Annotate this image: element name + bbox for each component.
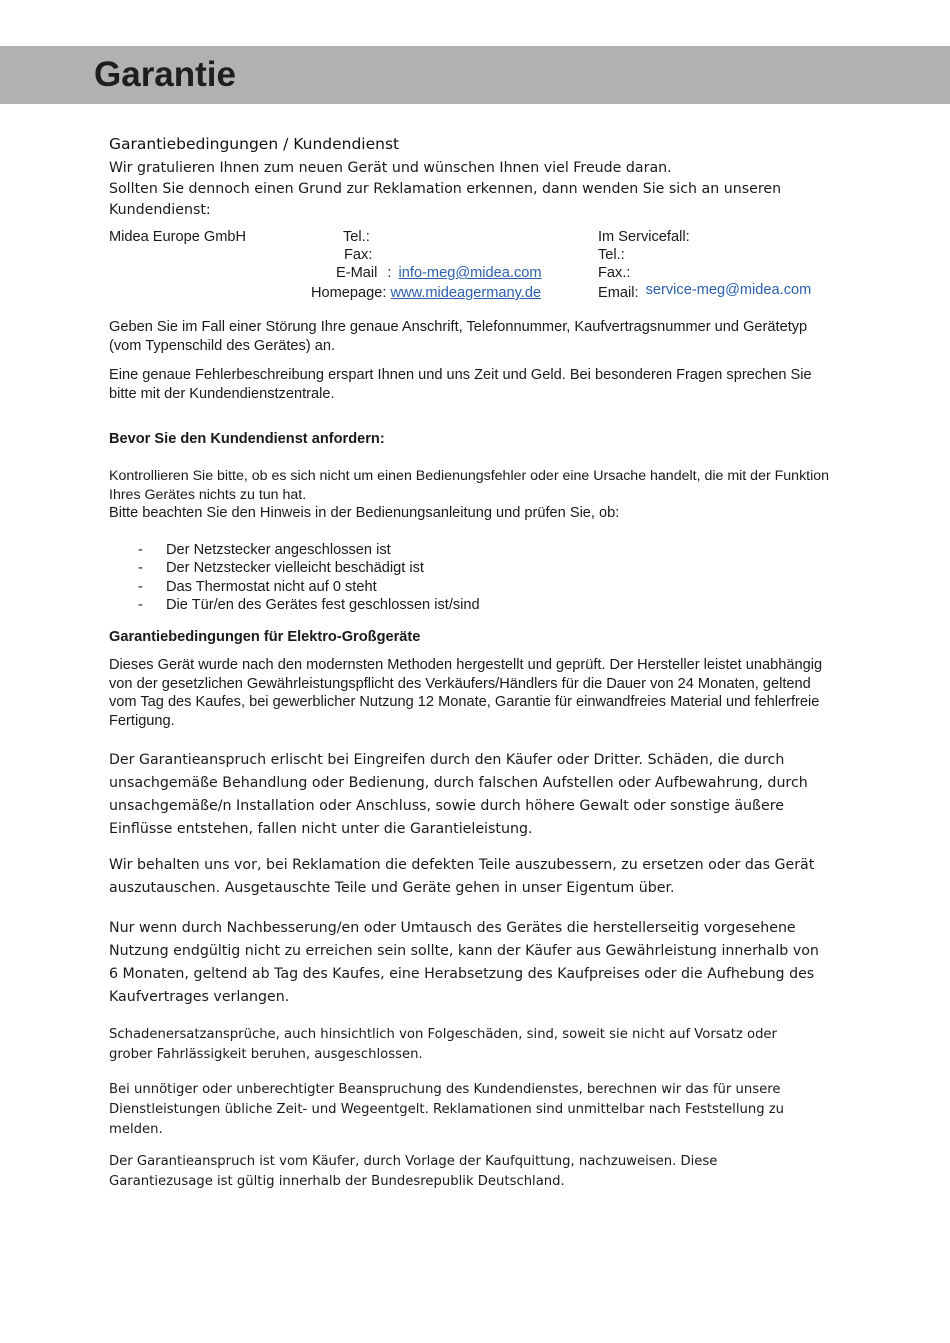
company-name: Midea Europe GmbH bbox=[109, 229, 247, 245]
bullet-dash: - bbox=[138, 560, 143, 577]
list-item-text: Die Tür/en des Gerätes fest geschlossen ist/sind bbox=[166, 596, 480, 613]
email-separator: : bbox=[387, 265, 392, 281]
service-email-row bbox=[598, 284, 811, 303]
checklist bbox=[109, 541, 709, 614]
tel-label: Tel.: bbox=[343, 229, 370, 245]
email-label: E-Mail bbox=[336, 265, 378, 281]
service-heading: Im Servicefall: bbox=[598, 229, 690, 245]
list-item bbox=[109, 559, 709, 577]
fax-label: Fax: bbox=[344, 247, 373, 263]
intro-line-2: Sollten Sie dennoch einen Grund zur Reklamation erkennen, dann wenden Sie sich an unseren bbox=[109, 181, 782, 197]
bullet-dash: - bbox=[138, 542, 143, 558]
warranty-paragraph-6: Bei unnötiger oder unberechtigter Beanspruchung des Kundendienstes, berechnen wir das für unsere Dienstleistungen übliche Zeit- und Wegeentgelt. Reklamationen sind unmittelbar nach Feststellung zu melden. bbox=[109, 1082, 785, 1137]
page-title: Garantie bbox=[94, 55, 236, 94]
service-fax-label: Fax.: bbox=[598, 265, 631, 281]
warranty-paragraph-3: Wir behalten uns vor, bei Reklamation die defekten Teile auszubessern, zu ersetzen oder das Gerät auszutauschen. Ausgetauschte Teile und Geräte gehen in unser Eigentum über. bbox=[109, 857, 815, 896]
homepage-row bbox=[311, 284, 541, 303]
warranty-paragraph-1: Dieses Gerät wurde nach den modernsten Methoden hergestellt und geprüft. Der Hersteller leistet unabhängig von der gesetzlichen Gewährleistungspflicht des Verkäufers/Händlers für die Dauer von 24 Monaten, geltend vom Tag des Kaufes, bei gewerblicher Nutzung 12 Monate, Garantie für einwandfreies Material und fehlerfreie Fertigung. bbox=[109, 657, 823, 729]
warranty-heading: Garantiebedingungen für Elektro-Großgeräte bbox=[109, 629, 421, 645]
intro-text bbox=[109, 158, 829, 221]
email-link[interactable]: info-meg@midea.com bbox=[398, 265, 542, 281]
before-service-paragraph-2: Bitte beachten Sie den Hinweis in der Bedienungsanleitung und prüfen Sie, ob: bbox=[109, 505, 620, 521]
info-paragraph-2: Eine genaue Fehlerbeschreibung erspart Ihnen und uns Zeit und Geld. Bei besonderen Fragen sprechen Sie bitte mit der Kundendienstzentrale. bbox=[109, 367, 812, 402]
bullet-dash: - bbox=[138, 578, 143, 595]
service-email-label: Email: bbox=[598, 285, 639, 301]
before-service-heading: Bevor Sie den Kundendienst anfordern: bbox=[109, 431, 385, 447]
list-item bbox=[109, 596, 709, 614]
warranty-paragraph-5: Schadenersatzansprüche, auch hinsichtlich von Folgeschäden, sind, soweit sie nicht auf Vorsatz oder grober Fahrlässigkeit beruhen, ausgeschlossen. bbox=[109, 1027, 777, 1062]
email-row bbox=[336, 264, 542, 283]
service-tel-label: Tel.: bbox=[598, 247, 625, 263]
intro-heading: Garantiebedingungen / Kundendienst bbox=[109, 135, 400, 153]
list-item bbox=[109, 578, 709, 596]
service-email-link[interactable]: service-meg@midea.com bbox=[645, 282, 812, 298]
homepage-label: Homepage: bbox=[311, 285, 387, 301]
homepage-link[interactable]: www.mideagermany.de bbox=[390, 285, 542, 301]
warranty-paragraph-7: Der Garantieanspruch ist vom Käufer, durch Vorlage der Kaufquittung, nachzuweisen. Diese Garantiezusage ist gültig innerhalb der Bundesrepublik Deutschland. bbox=[109, 1154, 718, 1189]
list-item bbox=[109, 541, 709, 559]
before-service-paragraph-1: Kontrollieren Sie bitte, ob es sich nicht um einen Bedienungsfehler oder eine Ursache handelt, die mit der Funktion Ihres Gerätes nichts zu tun hat. bbox=[109, 468, 830, 503]
bullet-dash: - bbox=[138, 596, 143, 613]
list-item-text: Das Thermostat nicht auf 0 steht bbox=[166, 578, 377, 595]
list-item-text: Der Netzstecker vielleicht beschädigt ist bbox=[166, 560, 424, 577]
warranty-paragraph-2: Der Garantieanspruch erlischt bei Eingreifen durch den Käufer oder Dritter. Schäden, die durch unsachgemäße Behandlung oder Bedienung, durch falschen Aufstellen oder Aufbewahrung, durch unsachgemäße/n Installation oder Anschluss, sowie durch höhere Gewalt oder sonstige äußere Einflüsse entstehen, fallen nicht unter die Garantieleistung. bbox=[109, 752, 808, 837]
info-paragraph-1: Geben Sie im Fall einer Störung Ihre genaue Anschrift, Telefonnummer, Kaufvertragsnummer und Gerätetyp (vom Typenschild des Gerätes) an. bbox=[109, 319, 808, 354]
intro-line-3: Kundendienst: bbox=[109, 202, 211, 218]
warranty-paragraph-4: Nur wenn durch Nachbesserung/en oder Umtausch des Gerätes die herstellerseitig vorgesehene Nutzung endgültig nicht zu erreichen sein sollte, kann der Käufer aus Gewährleistung innerhalb von 6 Monaten, geltend ab Tag des Kaufes, eine Herabsetzung des Kaufpreises oder die Aufhebung des Kaufvertrages verlangen. bbox=[109, 920, 819, 1005]
list-item-text: Der Netzstecker angeschlossen ist bbox=[166, 542, 391, 558]
intro-line-1: Wir gratulieren Ihnen zum neuen Gerät und wünschen Ihnen viel Freude daran. bbox=[109, 160, 672, 176]
